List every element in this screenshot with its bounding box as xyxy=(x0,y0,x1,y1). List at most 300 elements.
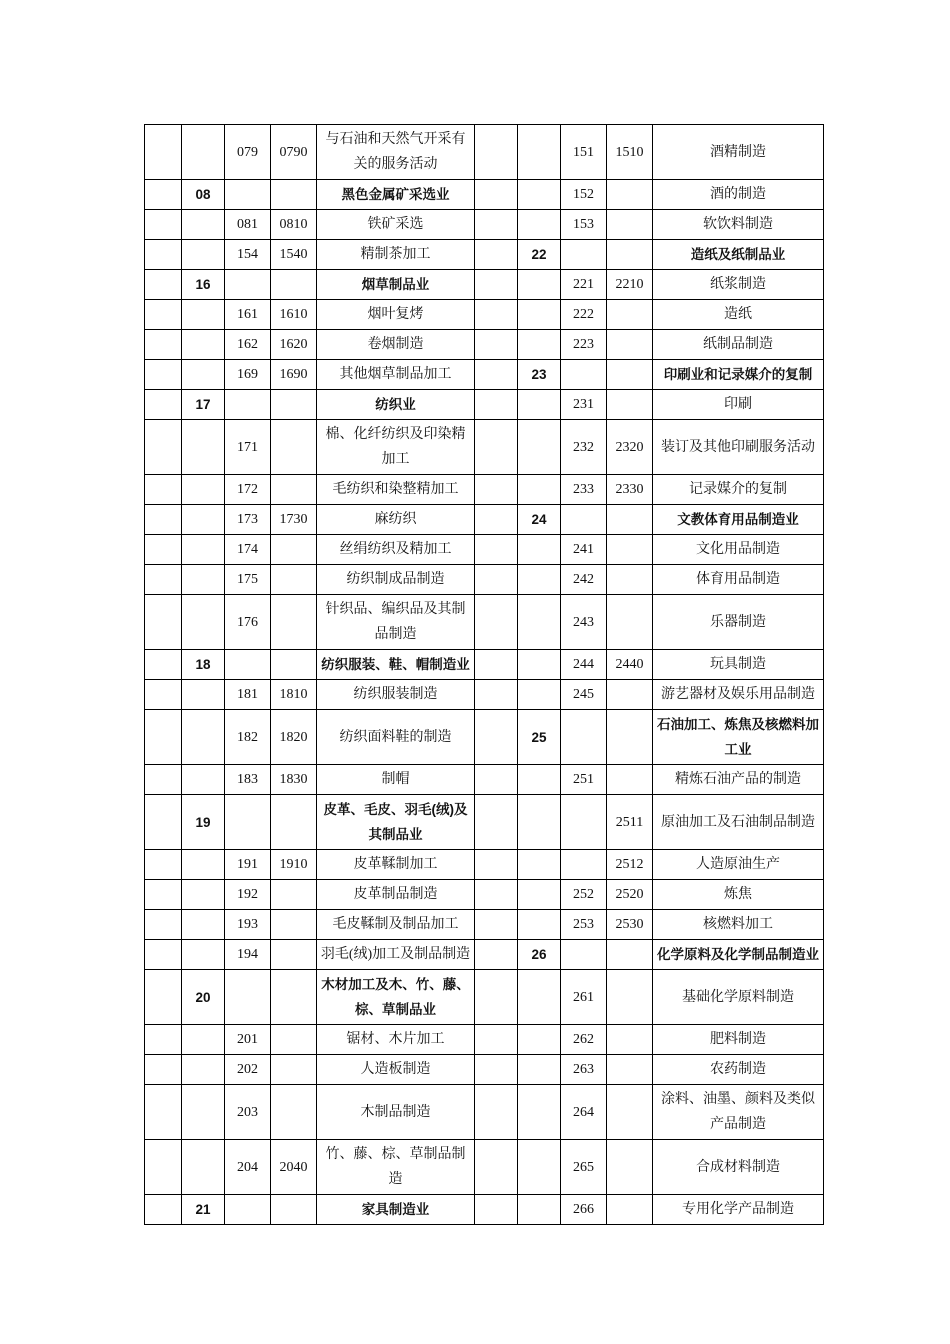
right-category-name-cell: 印刷 xyxy=(653,390,824,420)
left-group-cell xyxy=(225,650,271,680)
left-division-cell xyxy=(182,360,225,390)
left-category-name-cell: 锯材、木片加工 xyxy=(317,1025,475,1055)
right-division-cell xyxy=(518,390,561,420)
table-row xyxy=(145,360,824,390)
right-class-cell xyxy=(607,565,653,595)
left-category-name-cell: 纺织服装、鞋、帽制造业 xyxy=(317,650,475,680)
left-category-name-cell: 人造板制造 xyxy=(317,1055,475,1085)
left-division-cell: 21 xyxy=(182,1195,225,1225)
right-division-cell xyxy=(518,330,561,360)
right-division-cell xyxy=(518,125,561,180)
left-division-cell xyxy=(182,880,225,910)
right-group-cell: 231 xyxy=(561,390,607,420)
left-class-cell xyxy=(271,1055,317,1085)
right-section-cell xyxy=(475,180,518,210)
left-group-cell: 194 xyxy=(225,940,271,970)
left-section-cell xyxy=(145,180,182,210)
right-class-cell: 2511 xyxy=(607,795,653,850)
left-section-cell xyxy=(145,330,182,360)
right-division-cell xyxy=(518,650,561,680)
right-division-cell: 22 xyxy=(518,240,561,270)
left-section-cell xyxy=(145,535,182,565)
left-group-cell: 193 xyxy=(225,910,271,940)
right-class-cell xyxy=(607,330,653,360)
right-section-cell xyxy=(475,240,518,270)
right-division-cell xyxy=(518,535,561,565)
table-row xyxy=(145,680,824,710)
left-category-name-cell: 皮革制品制造 xyxy=(317,880,475,910)
right-section-cell xyxy=(475,1055,518,1085)
right-category-name-cell: 酒精制造 xyxy=(653,125,824,180)
right-section-cell xyxy=(475,475,518,505)
right-division-cell xyxy=(518,1055,561,1085)
left-section-cell xyxy=(145,475,182,505)
left-section-cell xyxy=(145,940,182,970)
right-division-cell xyxy=(518,1195,561,1225)
right-group-cell xyxy=(561,795,607,850)
right-division-cell xyxy=(518,765,561,795)
right-category-name-cell: 人造原油生产 xyxy=(653,850,824,880)
right-section-cell xyxy=(475,1195,518,1225)
right-class-cell xyxy=(607,180,653,210)
right-category-name-cell: 纸制品制造 xyxy=(653,330,824,360)
right-class-cell xyxy=(607,390,653,420)
left-section-cell xyxy=(145,240,182,270)
left-division-cell xyxy=(182,330,225,360)
right-group-cell: 251 xyxy=(561,765,607,795)
right-class-cell xyxy=(607,535,653,565)
left-class-cell: 1820 xyxy=(271,710,317,765)
right-section-cell xyxy=(475,270,518,300)
left-section-cell xyxy=(145,795,182,850)
left-category-name-cell: 针织品、编织品及其制品制造 xyxy=(317,595,475,650)
left-category-name-cell: 麻纺织 xyxy=(317,505,475,535)
right-section-cell xyxy=(475,680,518,710)
right-category-name-cell: 造纸及纸制品业 xyxy=(653,240,824,270)
left-section-cell xyxy=(145,210,182,240)
right-group-cell: 263 xyxy=(561,1055,607,1085)
right-division-cell xyxy=(518,1085,561,1140)
left-section-cell xyxy=(145,850,182,880)
left-division-cell: 17 xyxy=(182,390,225,420)
table-row xyxy=(145,565,824,595)
left-section-cell xyxy=(145,595,182,650)
right-class-cell xyxy=(607,1055,653,1085)
table-row xyxy=(145,940,824,970)
right-category-name-cell: 农药制造 xyxy=(653,1055,824,1085)
left-group-cell: 161 xyxy=(225,300,271,330)
right-group-cell: 266 xyxy=(561,1195,607,1225)
left-class-cell: 1690 xyxy=(271,360,317,390)
left-class-cell xyxy=(271,940,317,970)
left-group-cell xyxy=(225,180,271,210)
left-section-cell xyxy=(145,565,182,595)
left-group-cell: 181 xyxy=(225,680,271,710)
left-section-cell xyxy=(145,680,182,710)
right-section-cell xyxy=(475,1085,518,1140)
right-group-cell xyxy=(561,240,607,270)
left-division-cell xyxy=(182,240,225,270)
left-group-cell: 081 xyxy=(225,210,271,240)
right-class-cell xyxy=(607,1195,653,1225)
right-class-cell xyxy=(607,210,653,240)
left-group-cell xyxy=(225,970,271,1025)
left-class-cell xyxy=(271,910,317,940)
left-category-name-cell: 纺织业 xyxy=(317,390,475,420)
right-division-cell xyxy=(518,1025,561,1055)
right-category-name-cell: 玩具制造 xyxy=(653,650,824,680)
left-category-name-cell: 木制品制造 xyxy=(317,1085,475,1140)
right-division-cell xyxy=(518,270,561,300)
right-group-cell: 264 xyxy=(561,1085,607,1140)
right-section-cell xyxy=(475,300,518,330)
right-group-cell: 253 xyxy=(561,910,607,940)
left-group-cell: 079 xyxy=(225,125,271,180)
right-division-cell xyxy=(518,565,561,595)
table-row xyxy=(145,240,824,270)
left-class-cell: 0810 xyxy=(271,210,317,240)
left-category-name-cell: 羽毛(绒)加工及制品制造 xyxy=(317,940,475,970)
left-division-cell xyxy=(182,595,225,650)
right-class-cell: 2440 xyxy=(607,650,653,680)
left-group-cell: 175 xyxy=(225,565,271,595)
left-class-cell xyxy=(271,565,317,595)
right-section-cell xyxy=(475,125,518,180)
left-section-cell xyxy=(145,1085,182,1140)
right-group-cell: 222 xyxy=(561,300,607,330)
left-division-cell xyxy=(182,710,225,765)
left-division-cell: 18 xyxy=(182,650,225,680)
left-section-cell xyxy=(145,1025,182,1055)
right-group-cell: 244 xyxy=(561,650,607,680)
left-division-cell xyxy=(182,1025,225,1055)
right-group-cell: 265 xyxy=(561,1140,607,1195)
left-class-cell: 1810 xyxy=(271,680,317,710)
left-class-cell xyxy=(271,1085,317,1140)
right-category-name-cell: 炼焦 xyxy=(653,880,824,910)
right-group-cell: 151 xyxy=(561,125,607,180)
right-section-cell xyxy=(475,650,518,680)
right-category-name-cell: 石油加工、炼焦及核燃料加工业 xyxy=(653,710,824,765)
right-group-cell: 241 xyxy=(561,535,607,565)
table-row xyxy=(145,125,824,180)
right-class-cell: 2320 xyxy=(607,420,653,475)
left-section-cell xyxy=(145,1195,182,1225)
left-division-cell: 08 xyxy=(182,180,225,210)
left-section-cell xyxy=(145,880,182,910)
table-row xyxy=(145,710,824,765)
left-group-cell xyxy=(225,270,271,300)
left-section-cell xyxy=(145,765,182,795)
left-division-cell xyxy=(182,420,225,475)
right-group-cell: 232 xyxy=(561,420,607,475)
right-category-name-cell: 专用化学产品制造 xyxy=(653,1195,824,1225)
right-category-name-cell: 肥料制造 xyxy=(653,1025,824,1055)
left-class-cell xyxy=(271,595,317,650)
right-category-name-cell: 游艺器材及娱乐用品制造 xyxy=(653,680,824,710)
right-group-cell: 233 xyxy=(561,475,607,505)
left-section-cell xyxy=(145,505,182,535)
right-division-cell xyxy=(518,595,561,650)
right-section-cell xyxy=(475,565,518,595)
left-category-name-cell: 烟叶复烤 xyxy=(317,300,475,330)
left-group-cell: 176 xyxy=(225,595,271,650)
right-category-name-cell: 文化用品制造 xyxy=(653,535,824,565)
right-category-name-cell: 原油加工及石油制品制造 xyxy=(653,795,824,850)
right-division-cell: 26 xyxy=(518,940,561,970)
left-division-cell: 16 xyxy=(182,270,225,300)
left-category-name-cell: 棉、化纤纺织及印染精加工 xyxy=(317,420,475,475)
left-category-name-cell: 竹、藤、棕、草制品制造 xyxy=(317,1140,475,1195)
left-section-cell xyxy=(145,125,182,180)
left-division-cell xyxy=(182,765,225,795)
left-group-cell: 204 xyxy=(225,1140,271,1195)
left-category-name-cell: 黑色金属矿采选业 xyxy=(317,180,475,210)
right-section-cell xyxy=(475,710,518,765)
right-class-cell: 2330 xyxy=(607,475,653,505)
right-category-name-cell: 印刷业和记录媒介的复制 xyxy=(653,360,824,390)
left-class-cell xyxy=(271,420,317,475)
left-category-name-cell: 丝绢纺织及精加工 xyxy=(317,535,475,565)
table-row xyxy=(145,1055,824,1085)
right-category-name-cell: 造纸 xyxy=(653,300,824,330)
left-section-cell xyxy=(145,300,182,330)
right-category-name-cell: 涂料、油墨、颜料及类似产品制造 xyxy=(653,1085,824,1140)
right-class-cell: 2520 xyxy=(607,880,653,910)
right-division-cell: 23 xyxy=(518,360,561,390)
right-group-cell: 223 xyxy=(561,330,607,360)
left-class-cell xyxy=(271,535,317,565)
right-group-cell xyxy=(561,505,607,535)
right-class-cell xyxy=(607,765,653,795)
table-row xyxy=(145,970,824,1025)
right-section-cell xyxy=(475,795,518,850)
right-section-cell xyxy=(475,390,518,420)
left-category-name-cell: 制帽 xyxy=(317,765,475,795)
table-row xyxy=(145,475,824,505)
table-row xyxy=(145,505,824,535)
right-division-cell xyxy=(518,180,561,210)
right-class-cell xyxy=(607,595,653,650)
left-division-cell xyxy=(182,1085,225,1140)
left-group-cell xyxy=(225,390,271,420)
table-body xyxy=(145,125,824,1225)
right-group-cell xyxy=(561,850,607,880)
left-division-cell xyxy=(182,940,225,970)
left-group-cell: 183 xyxy=(225,765,271,795)
left-class-cell: 1830 xyxy=(271,765,317,795)
right-category-name-cell: 精炼石油产品的制造 xyxy=(653,765,824,795)
right-group-cell: 243 xyxy=(561,595,607,650)
right-group-cell: 242 xyxy=(561,565,607,595)
table-row xyxy=(145,270,824,300)
table-row xyxy=(145,1025,824,1055)
right-category-name-cell: 基础化学原料制造 xyxy=(653,970,824,1025)
left-category-name-cell: 烟草制品业 xyxy=(317,270,475,300)
left-class-cell: 1910 xyxy=(271,850,317,880)
left-class-cell xyxy=(271,270,317,300)
left-class-cell xyxy=(271,970,317,1025)
left-group-cell: 171 xyxy=(225,420,271,475)
table-row xyxy=(145,795,824,850)
left-division-cell xyxy=(182,210,225,240)
left-division-cell xyxy=(182,910,225,940)
right-class-cell xyxy=(607,505,653,535)
right-category-name-cell: 核燃料加工 xyxy=(653,910,824,940)
table-row xyxy=(145,1140,824,1195)
left-group-cell: 173 xyxy=(225,505,271,535)
left-group-cell: 172 xyxy=(225,475,271,505)
left-division-cell xyxy=(182,125,225,180)
table-row xyxy=(145,535,824,565)
table-row xyxy=(145,210,824,240)
right-division-cell xyxy=(518,475,561,505)
left-class-cell xyxy=(271,1025,317,1055)
right-class-cell xyxy=(607,970,653,1025)
right-section-cell xyxy=(475,850,518,880)
left-class-cell xyxy=(271,795,317,850)
left-category-name-cell: 精制茶加工 xyxy=(317,240,475,270)
left-group-cell: 162 xyxy=(225,330,271,360)
table-row xyxy=(145,1195,824,1225)
left-class-cell xyxy=(271,180,317,210)
left-class-cell: 1620 xyxy=(271,330,317,360)
left-division-cell xyxy=(182,1140,225,1195)
left-group-cell: 191 xyxy=(225,850,271,880)
right-section-cell xyxy=(475,535,518,565)
table-row xyxy=(145,910,824,940)
left-group-cell: 174 xyxy=(225,535,271,565)
right-category-name-cell: 化学原料及化学制品制造业 xyxy=(653,940,824,970)
right-category-name-cell: 酒的制造 xyxy=(653,180,824,210)
right-section-cell xyxy=(475,505,518,535)
left-class-cell: 1730 xyxy=(271,505,317,535)
right-division-cell xyxy=(518,880,561,910)
right-group-cell: 252 xyxy=(561,880,607,910)
left-group-cell: 201 xyxy=(225,1025,271,1055)
table-row xyxy=(145,650,824,680)
left-section-cell xyxy=(145,650,182,680)
left-category-name-cell: 木材加工及木、竹、藤、棕、草制品业 xyxy=(317,970,475,1025)
right-section-cell xyxy=(475,970,518,1025)
left-section-cell xyxy=(145,970,182,1025)
right-class-cell xyxy=(607,680,653,710)
left-group-cell: 182 xyxy=(225,710,271,765)
right-section-cell xyxy=(475,1025,518,1055)
left-division-cell xyxy=(182,505,225,535)
left-section-cell xyxy=(145,270,182,300)
right-section-cell xyxy=(475,940,518,970)
left-class-cell: 2040 xyxy=(271,1140,317,1195)
left-section-cell xyxy=(145,1140,182,1195)
right-class-cell xyxy=(607,940,653,970)
left-section-cell xyxy=(145,360,182,390)
right-division-cell xyxy=(518,970,561,1025)
right-division-cell xyxy=(518,210,561,240)
table-row xyxy=(145,420,824,475)
right-class-cell xyxy=(607,1085,653,1140)
right-class-cell: 2530 xyxy=(607,910,653,940)
industry-classification-table xyxy=(144,124,824,1225)
right-section-cell xyxy=(475,880,518,910)
right-category-name-cell: 合成材料制造 xyxy=(653,1140,824,1195)
right-group-cell: 153 xyxy=(561,210,607,240)
left-section-cell xyxy=(145,420,182,475)
right-group-cell xyxy=(561,940,607,970)
right-group-cell xyxy=(561,360,607,390)
right-class-cell xyxy=(607,1025,653,1055)
left-class-cell xyxy=(271,650,317,680)
right-category-name-cell: 乐器制造 xyxy=(653,595,824,650)
left-division-cell xyxy=(182,1055,225,1085)
left-category-name-cell: 皮革、毛皮、羽毛(绒)及其制品业 xyxy=(317,795,475,850)
left-category-name-cell: 毛皮鞣制及制品加工 xyxy=(317,910,475,940)
left-class-cell xyxy=(271,1195,317,1225)
table-row xyxy=(145,765,824,795)
right-division-cell: 25 xyxy=(518,710,561,765)
table-row xyxy=(145,1085,824,1140)
right-division-cell xyxy=(518,795,561,850)
left-class-cell: 1540 xyxy=(271,240,317,270)
right-category-name-cell: 体育用品制造 xyxy=(653,565,824,595)
right-class-cell xyxy=(607,1140,653,1195)
left-class-cell: 1610 xyxy=(271,300,317,330)
left-category-name-cell: 纺织制成品制造 xyxy=(317,565,475,595)
left-class-cell: 0790 xyxy=(271,125,317,180)
right-category-name-cell: 装订及其他印刷服务活动 xyxy=(653,420,824,475)
right-section-cell xyxy=(475,910,518,940)
left-group-cell xyxy=(225,795,271,850)
right-division-cell xyxy=(518,680,561,710)
left-section-cell xyxy=(145,1055,182,1085)
left-division-cell xyxy=(182,680,225,710)
right-section-cell xyxy=(475,420,518,475)
left-division-cell: 20 xyxy=(182,970,225,1025)
right-class-cell xyxy=(607,300,653,330)
right-division-cell xyxy=(518,910,561,940)
left-group-cell: 202 xyxy=(225,1055,271,1085)
right-category-name-cell: 软饮料制造 xyxy=(653,210,824,240)
right-division-cell xyxy=(518,850,561,880)
left-group-cell: 203 xyxy=(225,1085,271,1140)
table-row xyxy=(145,330,824,360)
left-class-cell xyxy=(271,475,317,505)
right-class-cell xyxy=(607,240,653,270)
right-section-cell xyxy=(475,330,518,360)
right-section-cell xyxy=(475,1140,518,1195)
right-section-cell xyxy=(475,595,518,650)
right-class-cell: 2210 xyxy=(607,270,653,300)
left-category-name-cell: 皮革鞣制加工 xyxy=(317,850,475,880)
right-group-cell: 262 xyxy=(561,1025,607,1055)
right-category-name-cell: 纸浆制造 xyxy=(653,270,824,300)
table-row xyxy=(145,180,824,210)
left-division-cell: 19 xyxy=(182,795,225,850)
right-class-cell: 1510 xyxy=(607,125,653,180)
right-division-cell xyxy=(518,1140,561,1195)
right-category-name-cell: 文教体育用品制造业 xyxy=(653,505,824,535)
left-division-cell xyxy=(182,475,225,505)
left-division-cell xyxy=(182,850,225,880)
right-group-cell: 245 xyxy=(561,680,607,710)
right-class-cell xyxy=(607,360,653,390)
left-category-name-cell: 家具制造业 xyxy=(317,1195,475,1225)
right-section-cell xyxy=(475,765,518,795)
left-section-cell xyxy=(145,910,182,940)
right-division-cell xyxy=(518,300,561,330)
left-category-name-cell: 毛纺织和染整精加工 xyxy=(317,475,475,505)
left-class-cell xyxy=(271,880,317,910)
